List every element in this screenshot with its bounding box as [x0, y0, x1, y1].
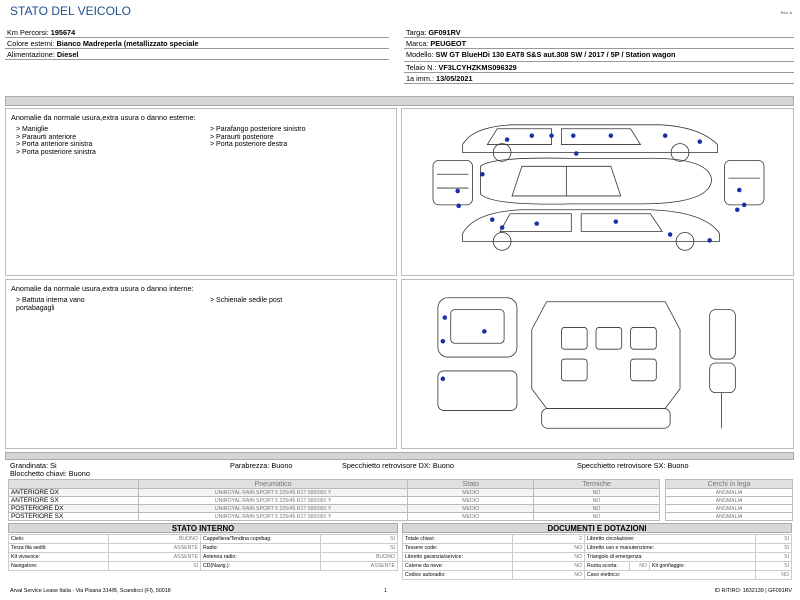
table-row: Libretto garanzia/service: NO Triangolo di emergenza: SI: [403, 553, 792, 562]
damage-item: > Paraurti posteriore: [210, 133, 274, 141]
cabin-plan-view: [532, 302, 680, 409]
tyre-table: [8, 479, 660, 521]
stato-interno-table: [8, 534, 398, 571]
colore-row: Colore esterni: Bianco Madreperla (metallizzato speciale: [5, 38, 389, 49]
targa-row: Targa: GF091RV: [404, 27, 794, 38]
damage-item: > Porta posteriore sinistra: [16, 148, 96, 156]
external-damage-title: Anomalie da normale usura,extra usura o danno esterne:: [11, 113, 196, 122]
damage-item: > Porta anteriore sinistra: [16, 141, 93, 149]
damage-item: > Battuta interna vano: [16, 297, 85, 304]
table-row: ANOMALIA: [666, 489, 793, 497]
tyre-header: Pneumatico: [138, 480, 408, 489]
damage-item: > Paraurti anteriore: [16, 133, 77, 141]
internal-damage-panel: [5, 279, 397, 449]
modello-row: Modello: SW GT BlueHDi 130 EAT8 S&S aut.308 SW / 2017 / 5P / Station wagon: [404, 49, 794, 62]
table-row: ANOMALIA: [666, 505, 793, 513]
blocchetto-text: Blocchetto chiavi: Buono: [10, 469, 90, 478]
section-divider: [5, 96, 794, 106]
table-row: Kit vivavoce: ASSENTE Antenna radio: BUONO: [9, 553, 398, 562]
external-damage-panel: [5, 108, 397, 276]
trunk-view: [438, 298, 517, 357]
rims-table: [665, 479, 793, 521]
rims-header: Cerchi in lega: [666, 480, 793, 489]
revision-label: Rev. A: [780, 10, 792, 15]
page-title: STATO DEL VEICOLO: [10, 4, 131, 18]
immatricolazione-row: 1a imm.: 13/05/2021: [404, 73, 794, 84]
marca-row: Marca: PEUGEOT: [404, 38, 794, 49]
damage-item: > Schienale sedile post: [210, 297, 283, 304]
damage-item: > Maniglie: [16, 126, 49, 133]
table-row: ANOMALIA: [666, 513, 793, 521]
documenti-header: DOCUMENTI E DOTAZIONI: [402, 523, 792, 533]
table-row: Totale chiavi: 2 Libretto circolazione: SI: [403, 535, 792, 544]
internal-damage-title: Anomalie da normale usura,extra usura o danno interne:: [11, 284, 194, 293]
footer-page: 1: [384, 588, 387, 594]
dashboard-view: [438, 371, 517, 411]
footer-ritiro: ID RITIRO: 1832139 | GF091RV: [714, 588, 792, 594]
table-row: ANTERIORE DX UNIROYAL RAIN SPORT 5 225/45 R17 000/091 Y MEDIO NO: [9, 489, 660, 497]
car-front-view: [433, 160, 473, 204]
table-row: POSTERIORE SX UNIROYAL RAIN SPORT 5 225/45 R17 000/091 Y MEDIO NO: [9, 513, 660, 521]
table-row: Catene da neve: NO Ruota scorta: NO Kit gonfiaggio: SI: [403, 562, 792, 571]
stato-header: Stato: [408, 480, 534, 489]
termiche-header: Termiche: [534, 480, 660, 489]
external-car-diagram: [401, 108, 794, 276]
car-exterior-svg: [402, 109, 793, 275]
damage-item: > Parafango posteriore sinistro: [210, 126, 306, 133]
specchietto-sx-text: Specchietto retrovisore SX: Buono: [577, 461, 689, 470]
table-row: ANOMALIA: [666, 497, 793, 505]
telaio-row: Telaio N.: VF3LCYHZKMS096329: [404, 62, 794, 73]
damage-item: portabagagli: [16, 304, 55, 312]
damage-item: > Porta posteriore destra: [210, 141, 288, 149]
alimentazione-row: Alimentazione: Diesel: [5, 49, 389, 60]
specchietto-dx-text: Specchietto retrovisore DX: Buono: [342, 461, 454, 470]
stato-interno-header: STATO INTERNO: [8, 523, 398, 533]
internal-car-diagram: [401, 279, 794, 449]
footer-company: Arval Service Lease Italia - Via Pisana 314/B, Scandicci (FI), 50018: [10, 588, 171, 594]
external-damage-list: [6, 122, 396, 156]
table-row: POSTERIORE DX UNIROYAL RAIN SPORT 5 225/45 R17 000/091 Y MEDIO NO: [9, 505, 660, 513]
parabrezza-text: Parabrezza: Buono: [230, 461, 293, 470]
table-row: Terza fila sedili: ASSENTE Radio: SI: [9, 544, 398, 553]
table-row: Codice autoradio: NO Cavo elettrico: NO: [403, 571, 792, 580]
car-interior-svg: [402, 280, 793, 448]
damage-markers: [455, 133, 746, 242]
table-row: Cielo: BUONO Cappelliera/Tendina copribag: SI: [9, 535, 398, 544]
table-row: Navigatore: SI CD(Navig.): ASSENTE: [9, 562, 398, 571]
grandinata-text: Grandinata: Si: [10, 461, 57, 470]
car-rear-view: [724, 160, 764, 204]
table-row: Tessere code: NO Libretto uso e manutenzione: SI: [403, 544, 792, 553]
documenti-table: [402, 534, 792, 580]
vehicle-info-right: [404, 27, 794, 84]
car-top-view: [480, 158, 711, 204]
condition-summary: [10, 462, 790, 478]
table-row: ANTERIORE SX UNIROYAL RAIN SPORT 5 225/45 R17 000/091 Y MEDIO NO: [9, 497, 660, 505]
vehicle-info-left: [5, 27, 389, 60]
seat-view: [710, 310, 736, 359]
internal-damage-list: [6, 293, 396, 312]
section-divider: [5, 452, 794, 460]
km-row: Km Percorsi: 195674: [5, 27, 389, 38]
